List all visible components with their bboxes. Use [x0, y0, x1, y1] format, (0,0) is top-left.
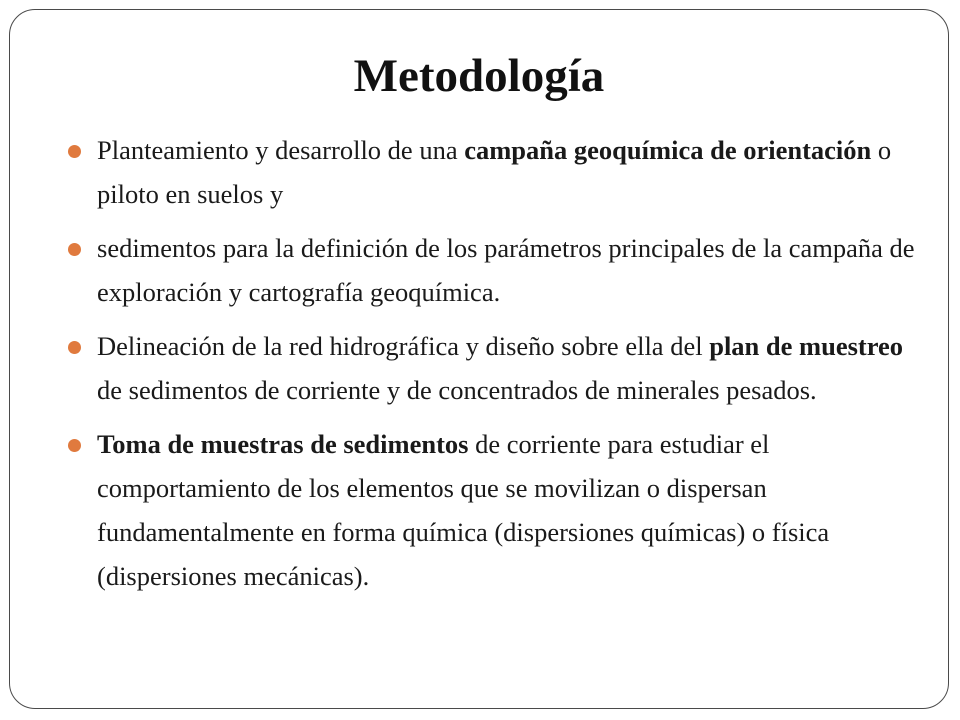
bullet-1-part-3: o piloto en suelos y — [97, 135, 892, 209]
bullet-3-part-2-bold: plan de muestreo — [709, 331, 904, 361]
bullet-1-part-1: Planteamiento y desarrollo de una — [97, 135, 465, 165]
bullet-text-3 — [97, 331, 903, 405]
bullet-text-4 — [97, 429, 829, 591]
bullet-4-part-1-bold: Toma de muestras de sedimentos — [97, 429, 469, 459]
bullet-item-1 — [68, 128, 918, 216]
bullet-item-2 — [68, 226, 918, 314]
bullet-dot-icon — [68, 243, 81, 256]
bullet-4-part-2: de corriente para estudiar el comportamiento de los elementos que se movilizan o dispersan fundamentalmente en forma química (dispersiones químicas) o física (dispersiones mecánicas). — [97, 429, 830, 591]
slide-title: Metodología — [353, 50, 605, 102]
bullet-3-part-1: Delineación de la red hidrográfica y diseño sobre ella del — [97, 331, 710, 361]
bullet-item-4 — [68, 422, 918, 598]
slide-frame — [9, 9, 949, 709]
bullet-1-part-2-bold: campaña geoquímica de orientación — [464, 135, 872, 165]
bullet-dot-icon — [68, 145, 81, 158]
bullet-list — [68, 128, 918, 608]
bullet-3-part-3: de sedimentos de corriente y de concentrados de minerales pesados. — [97, 375, 817, 405]
bullet-dot-icon — [68, 341, 81, 354]
bullet-2-part-1: sedimentos para la definición de los parámetros principales de la campaña de exploración y cartografía geoquímica. — [97, 233, 915, 307]
bullet-item-3 — [68, 324, 918, 412]
bullet-dot-icon — [68, 439, 81, 452]
bullet-text-2 — [97, 233, 915, 307]
bullet-text-1 — [97, 135, 891, 209]
